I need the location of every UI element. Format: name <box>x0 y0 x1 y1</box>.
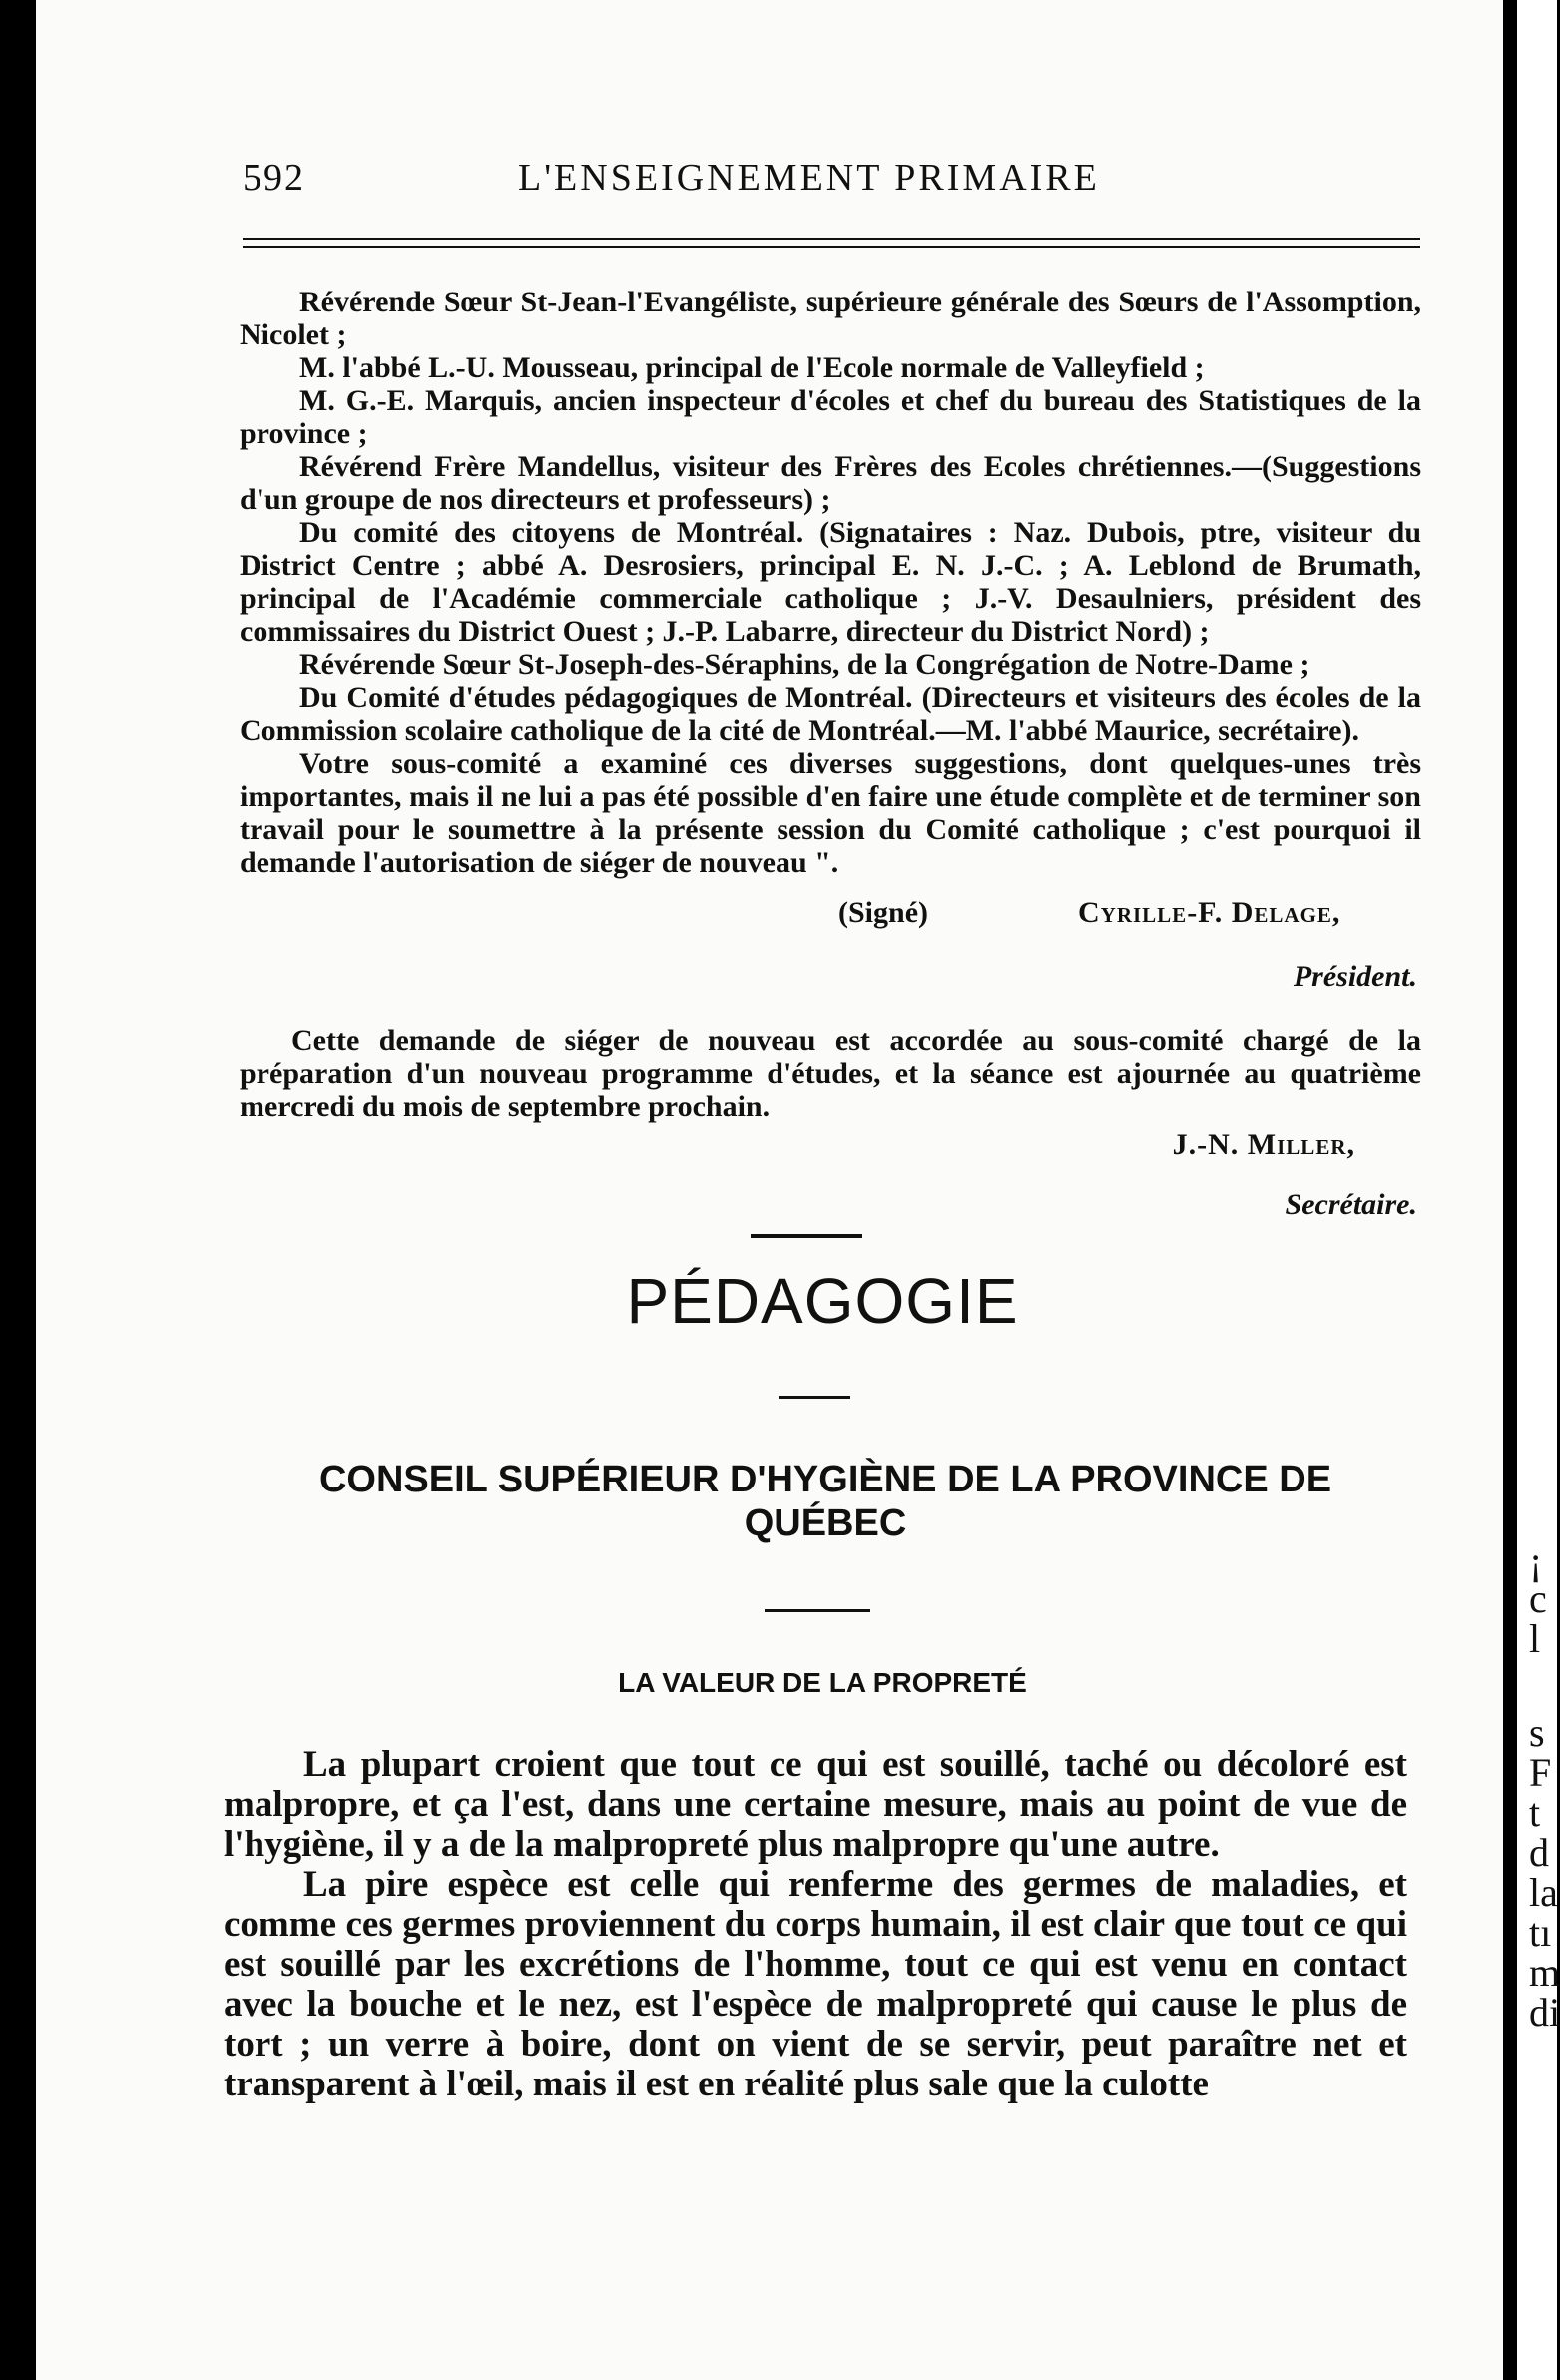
resolution-paragraph <box>240 1024 1421 1123</box>
list-item: Du Comité d'études pédagogiques de Montréal. (Directeurs et visiteurs des écoles de la Commission scolaire catholique de la cité de Montréal.—M. l'abbé Maurice, secrétaire). <box>240 681 1421 747</box>
adjacent-fragment: ¡ <box>1529 1538 1543 1583</box>
signatory-name: Cyrille-F. Delage, <box>1078 896 1341 929</box>
adjacent-fragment: di <box>1529 1990 1560 2035</box>
header-rule <box>243 238 1420 240</box>
adjacent-fragment: d <box>1529 1830 1549 1875</box>
secretary-name: J.-N. Miller, <box>1172 1128 1355 1161</box>
adjacent-fragment: s <box>1529 1710 1545 1755</box>
committee-list <box>240 286 1421 879</box>
adjacent-page-edge <box>1517 0 1560 2380</box>
section-title: PÉDAGOGIE <box>626 1265 1019 1337</box>
adjacent-fragment: t <box>1529 1790 1541 1835</box>
section-divider <box>779 1396 850 1399</box>
signed-label: (Signé) <box>838 896 928 929</box>
list-item: Révérend Frère Mandellus, visiteur des Frères des Ecoles chrétiennes.—(Suggestions d'un groupe de nos directeurs et professeurs) ; <box>240 450 1421 516</box>
list-item: Votre sous-comité a examiné ces diverses suggestions, dont quelques-unes très importantes, mais il ne lui a pas été possible d'en faire une étude complète et de terminer son travail pour le soumettre à la présente session du Comité catholique ; c'est pourquoi il demande l'autorisation de siéger de nouveau ". <box>240 747 1421 879</box>
article-title: LA VALEUR DE LA PROPRETÉ <box>618 1667 1027 1698</box>
article-body <box>224 1745 1407 2104</box>
adjacent-fragment: c <box>1529 1576 1547 1621</box>
adjacent-fragment: l <box>1529 1616 1541 1661</box>
list-item: Révérende Sœur St-Joseph-des-Séraphins, de la Congrégation de Notre-Dame ; <box>299 648 1310 681</box>
article-paragraph: La pire espèce est celle qui renferme des germes de maladies, et comme ces germes proviennent du corps humain, il est clair que tout ce qui est souillé par les excrétions de l'homme, tout ce qui est venu en contact avec la bouche et le nez, est l'espèce de malpropreté qui cause le plus de tort ; un verre à boire, dont on vient de se servir, peut paraître net et transparent à l'œil, mais il est en réalité plus sale que la culotte <box>224 1864 1407 2104</box>
section-divider <box>751 1234 862 1238</box>
page-number: 592 <box>243 157 305 199</box>
adjacent-fragment: F <box>1529 1750 1552 1795</box>
running-title: L'ENSEIGNEMENT PRIMAIRE <box>518 157 1100 199</box>
adjacent-fragment: m <box>1529 1950 1560 1995</box>
adjacent-fragment: tı <box>1529 1910 1552 1955</box>
list-item: M. G.-E. Marquis, ancien inspecteur d'écoles et chef du bureau des Statistiques de la province ; <box>240 384 1421 450</box>
adjacent-fragment: la <box>1529 1870 1558 1915</box>
secretary-role: Secrétaire. <box>1285 1188 1417 1221</box>
signature-line <box>240 896 1421 936</box>
section-divider <box>765 1609 870 1612</box>
article-paragraph: La plupart croient que tout ce qui est souillé, taché ou décoloré est malpropre, et ça l'est, dans une certaine mesure, mais au point de vue de l'hygiène, il y a de la malpropreté plus malpropre qu'une autre. <box>224 1744 1407 1865</box>
resolution-text: Cette demande de siéger de nouveau est accordée au sous-comité chargé de la préparation d'un nouveau programme d'études, et la séance est ajournée au quatrième mercredi du mois de septembre prochain. <box>240 1024 1421 1123</box>
header-rule-double <box>243 246 1420 248</box>
section-subtitle: CONSEIL SUPÉRIEUR D'HYGIÈNE DE LA PROVINCE DE QUÉBEC <box>318 1459 1332 1544</box>
list-item: M. l'abbé L.-U. Mousseau, principal de l'Ecole normale de Valleyfield ; <box>299 351 1205 384</box>
signatory-role: Président. <box>1293 960 1417 993</box>
list-item: Révérende Sœur St-Jean-l'Evangéliste, supérieure générale des Sœurs de l'Assomption, Nicolet ; <box>240 286 1421 351</box>
list-item: Du comité des citoyens de Montréal. (Signataires : Naz. Dubois, ptre, visiteur du District Centre ; abbé A. Desrosiers, principal E. N. J.-C. ; A. Leblond de Brumath, principal de l'Académie commerciale catholique ; J.-V. Desaulniers, président des commissaires du District Ouest ; J.-P. Labarre, directeur du District Nord) ; <box>240 516 1421 648</box>
